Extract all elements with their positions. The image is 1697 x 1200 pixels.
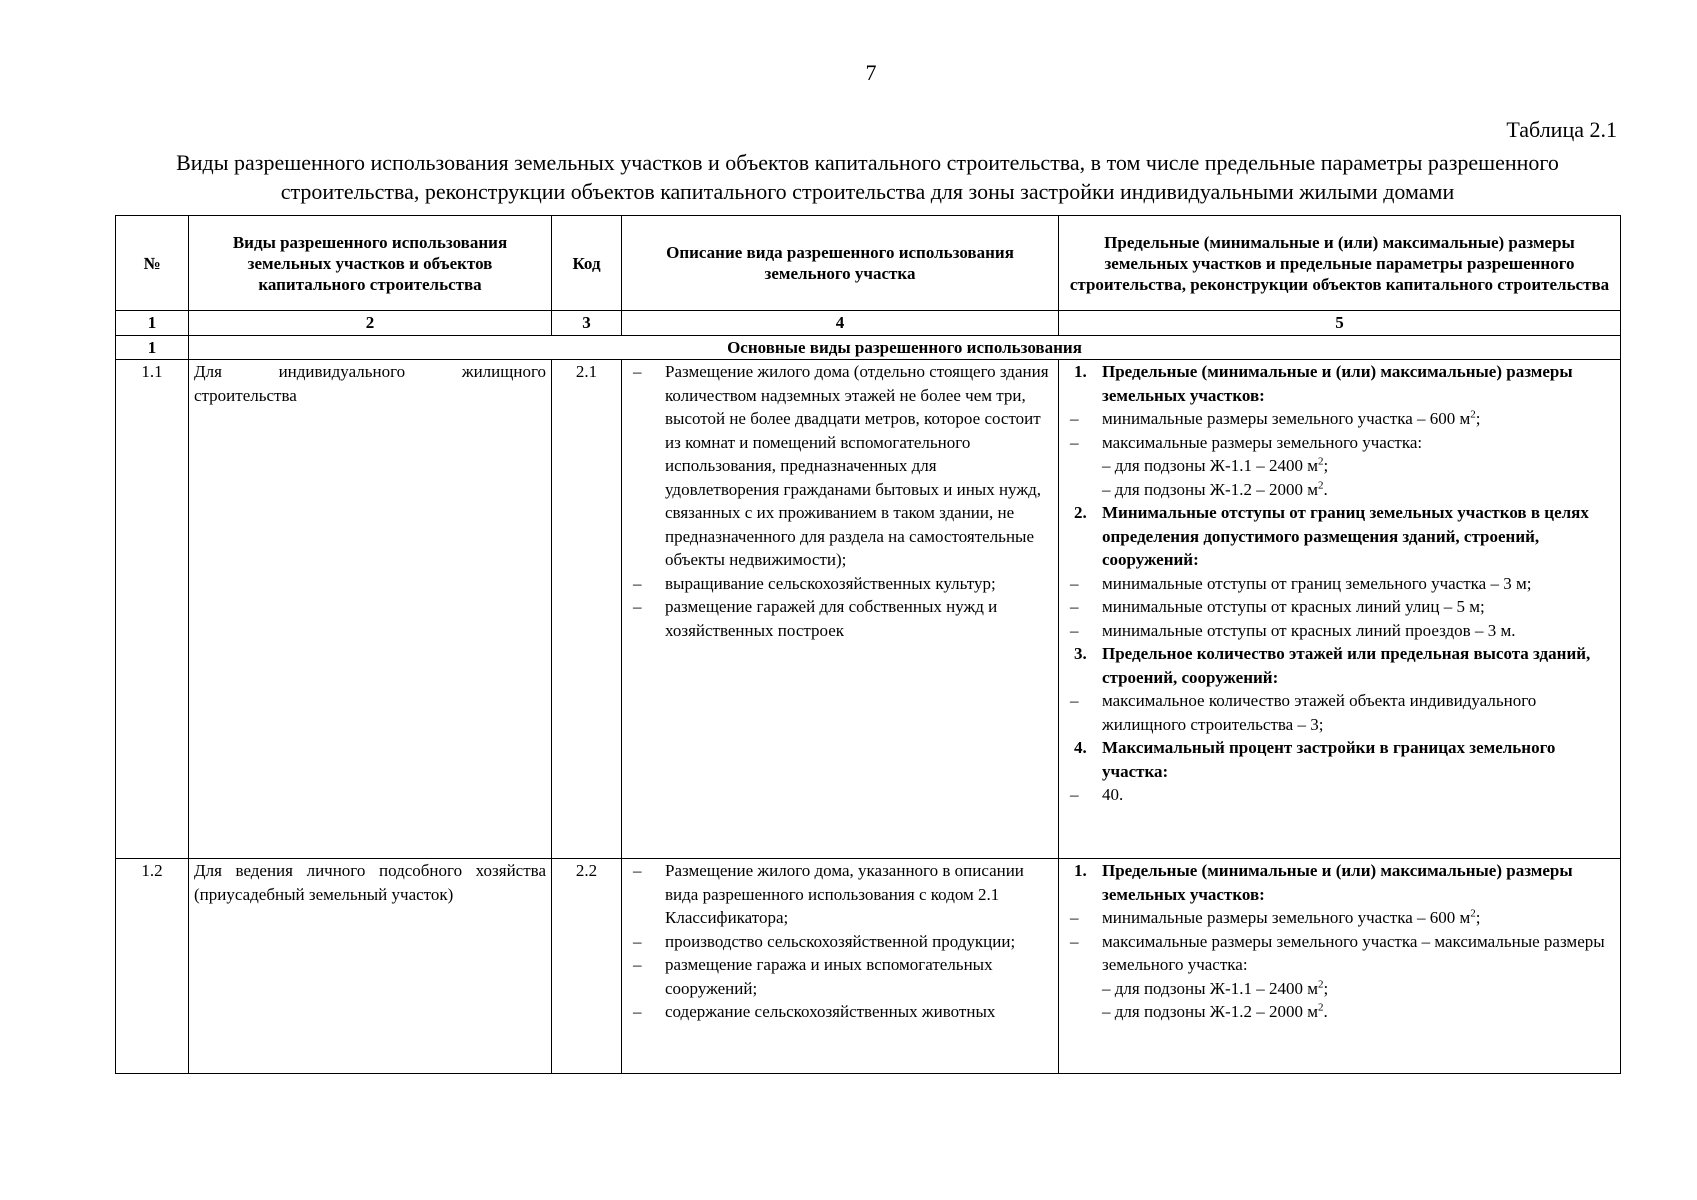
param-block [1064,859,1615,1024]
row-description [622,859,1059,1074]
list-item: – минимальные отступы от красных линий проездов – 3 м. [1064,619,1615,643]
list-item: – производство сельскохозяйственной продукции; [627,930,1053,954]
param-heading: 1. Предельные (минимальные и (или) максимальные) размеры земельных участков: [1074,861,1573,904]
param-block [1064,736,1615,807]
list-item: – максимальные размеры земельного участка: – для подзоны Ж-1.1 – 2400 $м^2$; – для подзоны Ж-1.2 – 2000 $м^2$. [1064,431,1615,502]
table-row [116,360,1621,859]
section-row [116,335,1621,360]
param-heading: 3. Предельное количество этажей или предельная высота зданий, строений, сооружений: [1074,644,1591,687]
header-row [116,216,1621,311]
list-item: – минимальные размеры земельного участка – 600 $м^2$; [1064,407,1615,431]
row-description [622,360,1059,859]
row-number: 1.1 [116,360,189,859]
column-number: 1 [116,311,189,336]
param-block [1064,501,1615,642]
header-num: № [116,216,189,311]
land-use-table [115,215,1621,1074]
param-heading: 4. Максимальный процент застройки в границах земельного участка: [1074,738,1556,781]
table-label: Таблица 2.1 [1506,117,1617,142]
list-item: – максимальное количество этажей объекта индивидуального жилищного строительства – 3; [1064,689,1615,736]
table-row [116,859,1621,1074]
page-number: 7 [865,60,877,85]
section-number: 1 [116,335,189,360]
list-item: – минимальные отступы от красных линий улиц – 5 м; [1064,595,1615,619]
row-kind: Для ведения личного подсобного хозяйства (приусадебный земельный участок) [189,859,552,1074]
list-item: – Размещение жилого дома, указанного в описании вида разрешенного использования с кодом 2.1 Классификатора; [627,859,1053,930]
param-block [1064,642,1615,736]
header-kind: Виды разрешенного использования земельных участков и объектов капитального строительства [189,216,552,311]
list-item: – содержание сельскохозяйственных животных [627,1000,1053,1024]
list-item: – размещение гаражей для собственных нужд и хозяйственных построек [627,595,1053,642]
section-title: Основные виды разрешенного использования [189,335,1621,360]
table-title: Виды разрешенного использования земельных участков и объектов капитального строительства, в том числе предельные параметры разрешенного строительства, реконструкции объектов капитального строительства для зоны застройки индивидуальными жилыми домами [176,150,1559,204]
list-item: – минимальные размеры земельного участка – 600 $м^2$; [1064,906,1615,930]
param-heading: 2. Минимальные отступы от границ земельных участков в целях определения допустимого размещения зданий, строений, сооружений: [1074,503,1589,569]
column-number: 2 [189,311,552,336]
row-code: 2.2 [552,859,622,1074]
row-code: 2.1 [552,360,622,859]
param-heading: 1. Предельные (минимальные и (или) максимальные) размеры земельных участков: [1074,362,1573,405]
param-block [1064,360,1615,501]
column-number: 3 [552,311,622,336]
column-number-row [116,311,1621,336]
column-number: 4 [622,311,1059,336]
row-number: 1.2 [116,859,189,1074]
list-item: – 40. [1064,783,1615,807]
list-item: – выращивание сельскохозяйственных культур; [627,572,1053,596]
header-params: Предельные (минимальные и (или) максимальные) размеры земельных участков и предельные параметры разрешенного строительства, реконструкции объектов капитального строительства [1059,216,1621,311]
list-item: – Размещение жилого дома (отдельно стоящего здания количеством надземных этажей не более чем три, высотой не более двадцати метров, которое состоит из комнат и помещений вспомогательного использования, предназначенных для удовлетворения гражданами бытовых и иных нужд, связанных с их проживанием в таком здании, не предназначенного для раздела на самостоятельные объекты недвижимости); [627,360,1053,572]
list-item: – минимальные отступы от границ земельного участка – 3 м; [1064,572,1615,596]
list-item: – максимальные размеры земельного участка – максимальные размеры земельного участка: – для подзоны Ж-1.1 – 2400 $м^2$; – для подзоны Ж-1.2 – 2000 $м^2$. [1064,930,1615,1024]
column-number: 5 [1059,311,1621,336]
row-parameters [1059,859,1621,1074]
row-kind: Для индивидуального жилищного строительства [189,360,552,859]
row-parameters [1059,360,1621,859]
header-desc: Описание вида разрешенного использования земельного участка [622,216,1059,311]
list-item: – размещение гаража и иных вспомогательных сооружений; [627,953,1053,1000]
header-code: Код [552,216,622,311]
